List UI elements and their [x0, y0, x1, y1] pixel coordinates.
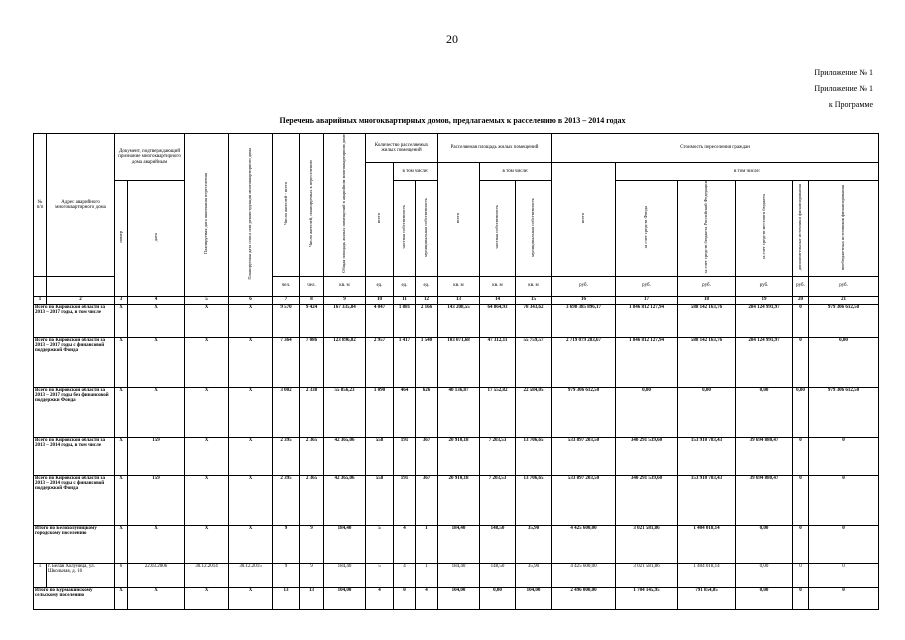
cell-c16: 533 897 203,50 [552, 437, 616, 475]
cell-c20: 0 [793, 475, 809, 525]
cell-c11: 0 [394, 587, 416, 609]
cell-c11: 191 [394, 475, 416, 525]
cell-c13: 143 208,55 [438, 304, 480, 337]
row-label: г. Белая Холуница, ул. Школьная, д. 16 [47, 563, 115, 587]
header-doc-number: номер [115, 181, 128, 297]
unit-cost-total: руб. [552, 276, 616, 296]
summary-row [34, 304, 879, 337]
unit-count-total: ед. [366, 276, 394, 296]
column-number: 5 [185, 296, 229, 304]
unit-area-municipal: кв. м [516, 276, 552, 296]
cell-c14: 7 203,53 [480, 437, 516, 475]
cell-c12: 367 [416, 475, 438, 525]
appendix-line-3: к Программе [828, 100, 873, 109]
column-number: 13 [438, 296, 480, 304]
appendix-line-1: Приложение № 1 [814, 68, 873, 77]
cell-c16: 2 496 000,00 [552, 587, 616, 609]
unit-cost-other: руб. [809, 276, 879, 296]
cell-c7: 7 364 [273, 337, 300, 387]
cell-c15: 13 706,65 [516, 437, 552, 475]
cell-c20: 0 [793, 525, 809, 563]
cell-c3: X [115, 475, 128, 525]
unit-cost-regional: руб. [678, 276, 736, 296]
row-label: Всего по Кировской области за 2013 – 2017 годы с финансовой поддержкой Фонда [34, 337, 115, 387]
header-cost-local: за счет средств местного бюджета [736, 181, 793, 277]
cell-c18: 153 910 783,43 [678, 475, 736, 525]
cell-c14: 7 203,53 [480, 475, 516, 525]
header-count-private: частная собственность [394, 181, 416, 277]
header-residents: Число жителей - всего [273, 134, 300, 277]
cell-c14: 17 552,82 [480, 387, 516, 437]
cell-c9: 42 365,06 [324, 475, 366, 525]
cell-c16: 2 719 079 283,67 [552, 337, 616, 387]
header-planned-relocation: Планируемая дата окончания переселения [185, 134, 229, 297]
column-number: 11 [394, 296, 416, 304]
cell-c5: X [185, 525, 229, 563]
cell-c19: 0,00 [736, 387, 793, 437]
cell-c16: 4 425 600,00 [552, 563, 616, 587]
cell-c6: X [229, 587, 273, 609]
cell-c16: 533 897 203,50 [552, 475, 616, 525]
document-title: Перечень аварийных многоквартирных домов, предлагаемых к расселению в 2013 – 2014 годах [279, 116, 626, 125]
cell-c6: X [229, 475, 273, 525]
row-label: Итого по Белохолуницкому городскому поселению [34, 525, 115, 563]
cell-c13: 184,40 [438, 525, 480, 563]
cell-c11: 464 [394, 387, 416, 437]
cell-c6: X [229, 337, 273, 387]
unit-cost-local: руб. [736, 276, 793, 296]
cell-c3: X [115, 304, 128, 337]
cell-c13: 20 910,18 [438, 437, 480, 475]
cell-c3: X [115, 525, 128, 563]
cell-c15: 104,00 [516, 587, 552, 609]
cell-c20: 0 [793, 304, 809, 337]
cell-c19: 284 124 991,97 [736, 337, 793, 387]
cell-c12: 2 166 [416, 304, 438, 337]
cell-c10: 4 [366, 587, 394, 609]
cell-c10: 2 957 [366, 337, 394, 387]
cell-c7: 3 002 [273, 387, 300, 437]
row-label: Всего по Кировской области за 2013 – 2014 годы, в том числе [34, 437, 115, 475]
cell-c3: X [115, 587, 128, 609]
header-cost-fund: за счет средств Фонда [616, 181, 678, 277]
header-num: № п/п [34, 134, 47, 277]
cell-c3: X [115, 437, 128, 475]
cell-c7: 9 570 [273, 304, 300, 337]
cell-c13: 103 071,68 [438, 337, 480, 387]
cell-c10: 5 [366, 563, 394, 587]
unit-count-private: ед. [394, 276, 416, 296]
column-number: 10 [366, 296, 394, 304]
unit-cost-fund: руб. [616, 276, 678, 296]
cell-c12: 1 [416, 563, 438, 587]
cell-c8: 2 365 [300, 475, 324, 525]
summary-row [34, 475, 879, 525]
cell-c11: 4 [394, 525, 416, 563]
cell-c15: 35,90 [516, 563, 552, 587]
header-area-incl: в том числе: [480, 163, 552, 181]
cell-c18: 0,00 [678, 387, 736, 437]
row-label: Всего по Кировской области за 2013 – 2017 годы без финансовой поддержки Фонда [34, 387, 115, 437]
column-number: 16 [552, 296, 616, 304]
units-empty-2 [47, 276, 115, 296]
cell-c3: 6 [115, 563, 128, 587]
cell-c17: 1 704 145,95 [616, 587, 678, 609]
cell-c6: X [229, 304, 273, 337]
cell-c17: 1 846 812 127,94 [616, 304, 678, 337]
cell-c4: 159 [128, 437, 185, 475]
cell-c10: 4 047 [366, 304, 394, 337]
header-count-total: всего [366, 163, 394, 277]
cell-c21: 979 306 612,50 [809, 387, 879, 437]
header-count-incl: в том числе: [394, 163, 438, 181]
cell-c17: 1 846 812 127,94 [616, 337, 678, 387]
column-number: 21 [809, 296, 879, 304]
header-count-rooms: Количество расселяемых жилых помещений [366, 134, 438, 163]
header-residents-planned: Число жителей, планируемых к переселению [300, 134, 324, 277]
unit-residents-planned: чел. [300, 276, 324, 296]
cell-c20: 0,00 [793, 387, 809, 437]
cell-c20: 0 [793, 337, 809, 387]
cell-c21: 0 [809, 437, 879, 475]
cell-c3: X [115, 387, 128, 437]
cell-c12: 4 [416, 587, 438, 609]
column-number: 12 [416, 296, 438, 304]
unit-residents: чел. [273, 276, 300, 296]
unit-area-total: кв. м [438, 276, 480, 296]
cell-c5: X [185, 475, 229, 525]
cell-c4: X [128, 387, 185, 437]
unit-cost-extra: руб. [793, 276, 809, 296]
header-doc-date: дата [128, 181, 185, 297]
header-area-rooms: Расселяемая площадь жилых помещений [438, 134, 552, 163]
cell-c13: 104,00 [438, 587, 480, 609]
cell-c9: 55 856,23 [324, 387, 366, 437]
cell-c8: 9 [300, 563, 324, 587]
cell-c12: 626 [416, 387, 438, 437]
cell-c9: 167 335,84 [324, 304, 366, 337]
cell-c19: 0,00 [736, 563, 793, 587]
cell-c21: 0 [809, 563, 879, 587]
cell-c7: 9 [273, 563, 300, 587]
summary-row [34, 337, 879, 387]
cell-c17: 340 291 539,60 [616, 437, 678, 475]
cell-c4: X [128, 587, 185, 609]
cell-c5: 30.12.2014 [185, 563, 229, 587]
cell-c18: 588 142 163,76 [678, 304, 736, 337]
header-cost-regional: за счет средств бюджета Российской Федерации [678, 181, 736, 277]
cell-c21: 0 [809, 475, 879, 525]
header-cost-incl: в том числе: [616, 163, 879, 181]
cell-c11: 4 [394, 563, 416, 587]
column-number: 18 [678, 296, 736, 304]
cell-c6: X [229, 437, 273, 475]
column-number: 1 [34, 296, 47, 304]
column-number: 19 [736, 296, 793, 304]
column-number: 4 [128, 296, 185, 304]
cell-c19: 39 694 880,47 [736, 475, 793, 525]
summary-row [34, 437, 879, 475]
summary-row [34, 587, 879, 609]
cell-c16: 4 425 600,00 [552, 525, 616, 563]
unit-total-area: кв. м [324, 276, 366, 296]
column-number: 7 [273, 296, 300, 304]
cell-c4: 22.03.2006 [128, 563, 185, 587]
cell-c11: 1 417 [394, 337, 416, 387]
cell-c10: 5 [366, 525, 394, 563]
cell-c8: 13 [300, 587, 324, 609]
header-cost-total: всего [552, 163, 616, 277]
header-cost-other: внебюджетных источников финансирования [809, 181, 879, 277]
cell-c4: 159 [128, 475, 185, 525]
cell-c11: 1 881 [394, 304, 416, 337]
cell-c13: 184,40 [438, 563, 480, 587]
cell-c4: X [128, 304, 185, 337]
cell-c20: 0 [793, 587, 809, 609]
cell-c21: 979 306 612,50 [809, 304, 879, 337]
cell-c18: 153 910 783,43 [678, 437, 736, 475]
unit-count-municipal: ед. [416, 276, 438, 296]
header-area-private: частная собственность [480, 181, 516, 277]
cell-c21: 0 [809, 587, 879, 609]
cell-c18: 1 404 018,14 [678, 525, 736, 563]
column-number: 20 [793, 296, 809, 304]
row-number: 1 [34, 563, 47, 587]
cell-c13: 20 910,18 [438, 475, 480, 525]
row-label: Всего по Кировской области за 2013 – 2014 годы с финансовой поддержкой Фонда [34, 475, 115, 525]
cell-c12: 1 [416, 525, 438, 563]
cell-c4: X [128, 525, 185, 563]
cell-c21: 0,00 [809, 337, 879, 387]
cell-c5: X [185, 337, 229, 387]
cell-c8: 9 424 [300, 304, 324, 337]
appendix-line-2: Приложение № 1 [814, 84, 873, 93]
cell-c7: 2 395 [273, 475, 300, 525]
cell-c15: 78 343,62 [516, 304, 552, 337]
cell-c9: 123 896,82 [324, 337, 366, 387]
cell-c3: X [115, 337, 128, 387]
header-cost: Стоимость переселения граждан [552, 134, 879, 163]
unit-area-private: кв. м [480, 276, 516, 296]
cell-c9: 184,40 [324, 525, 366, 563]
cell-c15: 55 759,57 [516, 337, 552, 387]
cell-c12: 367 [416, 437, 438, 475]
cell-c10: 1 090 [366, 387, 394, 437]
cell-c6: X [229, 387, 273, 437]
cell-c5: X [185, 587, 229, 609]
cell-c19: 0,00 [736, 587, 793, 609]
header-area-total: всего [438, 163, 480, 277]
column-number: 8 [300, 296, 324, 304]
cell-c13: 40 136,87 [438, 387, 480, 437]
cell-c9: 104,00 [324, 587, 366, 609]
header-total-area: Общая площадь жилых помещений в аварийном многоквартирном доме [324, 134, 366, 277]
cell-c15: 13 706,65 [516, 475, 552, 525]
summary-row [34, 387, 879, 437]
cell-c19: 39 694 880,47 [736, 437, 793, 475]
cell-c6: 30.12.2015 [229, 563, 273, 587]
cell-c15: 35,90 [516, 525, 552, 563]
cell-c12: 1 540 [416, 337, 438, 387]
header-count-municipal: муниципальная собственность [416, 181, 438, 277]
cell-c10: 558 [366, 475, 394, 525]
cell-c20: 0 [793, 437, 809, 475]
header-address: Адрес аварийного многоквартирного дома [47, 134, 115, 277]
cell-c8: 9 [300, 525, 324, 563]
cell-c7: 9 [273, 525, 300, 563]
cell-c6: X [229, 525, 273, 563]
page-number: 20 [446, 32, 458, 46]
header-cost-extra: дополнительные источники финансирования [793, 181, 809, 277]
houses-table [33, 133, 879, 610]
column-number: 9 [324, 296, 366, 304]
cell-c16: 979 306 612,50 [552, 387, 616, 437]
header-planned-demolition: Планируемая дата сноса или реконструкции многоквартирного дома [229, 134, 273, 297]
cell-c4: X [128, 337, 185, 387]
cell-c14: 148,50 [480, 563, 516, 587]
cell-c5: X [185, 387, 229, 437]
column-number: 15 [516, 296, 552, 304]
cell-c18: 588 142 163,76 [678, 337, 736, 387]
cell-c20: 0 [793, 563, 809, 587]
cell-c9: 184,40 [324, 563, 366, 587]
cell-c14: 148,50 [480, 525, 516, 563]
house-row [34, 563, 879, 587]
cell-c9: 42 365,06 [324, 437, 366, 475]
cell-c10: 558 [366, 437, 394, 475]
cell-c17: 340 291 539,60 [616, 475, 678, 525]
cell-c7: 2 395 [273, 437, 300, 475]
column-number: 2 [47, 296, 115, 304]
cell-c8: 2 338 [300, 387, 324, 437]
cell-c16: 3 698 385 896,17 [552, 304, 616, 337]
column-number: 3 [115, 296, 128, 304]
cell-c5: X [185, 437, 229, 475]
cell-c18: 1 404 018,14 [678, 563, 736, 587]
header-area-municipal: муниципальная собственность [516, 181, 552, 277]
row-label: Всего по Кировской области за 2013 – 2017 годы, в том числе [34, 304, 115, 337]
cell-c15: 22 584,05 [516, 387, 552, 437]
column-number: 17 [616, 296, 678, 304]
cell-c19: 284 124 991,97 [736, 304, 793, 337]
cell-c7: 13 [273, 587, 300, 609]
units-empty-1 [34, 276, 47, 296]
cell-c8: 2 365 [300, 437, 324, 475]
cell-c14: 64 864,93 [480, 304, 516, 337]
cell-c18: 791 854,05 [678, 587, 736, 609]
cell-c8: 7 086 [300, 337, 324, 387]
cell-c11: 191 [394, 437, 416, 475]
cell-c14: 0,00 [480, 587, 516, 609]
column-number: 14 [480, 296, 516, 304]
cell-c21: 0 [809, 525, 879, 563]
row-label: Итого по Бурмакинскому сельскому поселению [34, 587, 115, 609]
cell-c5: X [185, 304, 229, 337]
cell-c19: 0,00 [736, 525, 793, 563]
cell-c17: 3 021 581,86 [616, 563, 678, 587]
summary-row [34, 525, 879, 563]
cell-c14: 47 312,11 [480, 337, 516, 387]
cell-c17: 3 021 581,86 [616, 525, 678, 563]
header-document: Документ, подтверждающий признание многоквартирного дома аварийным [115, 134, 185, 181]
cell-c17: 0,00 [616, 387, 678, 437]
column-number: 6 [229, 296, 273, 304]
